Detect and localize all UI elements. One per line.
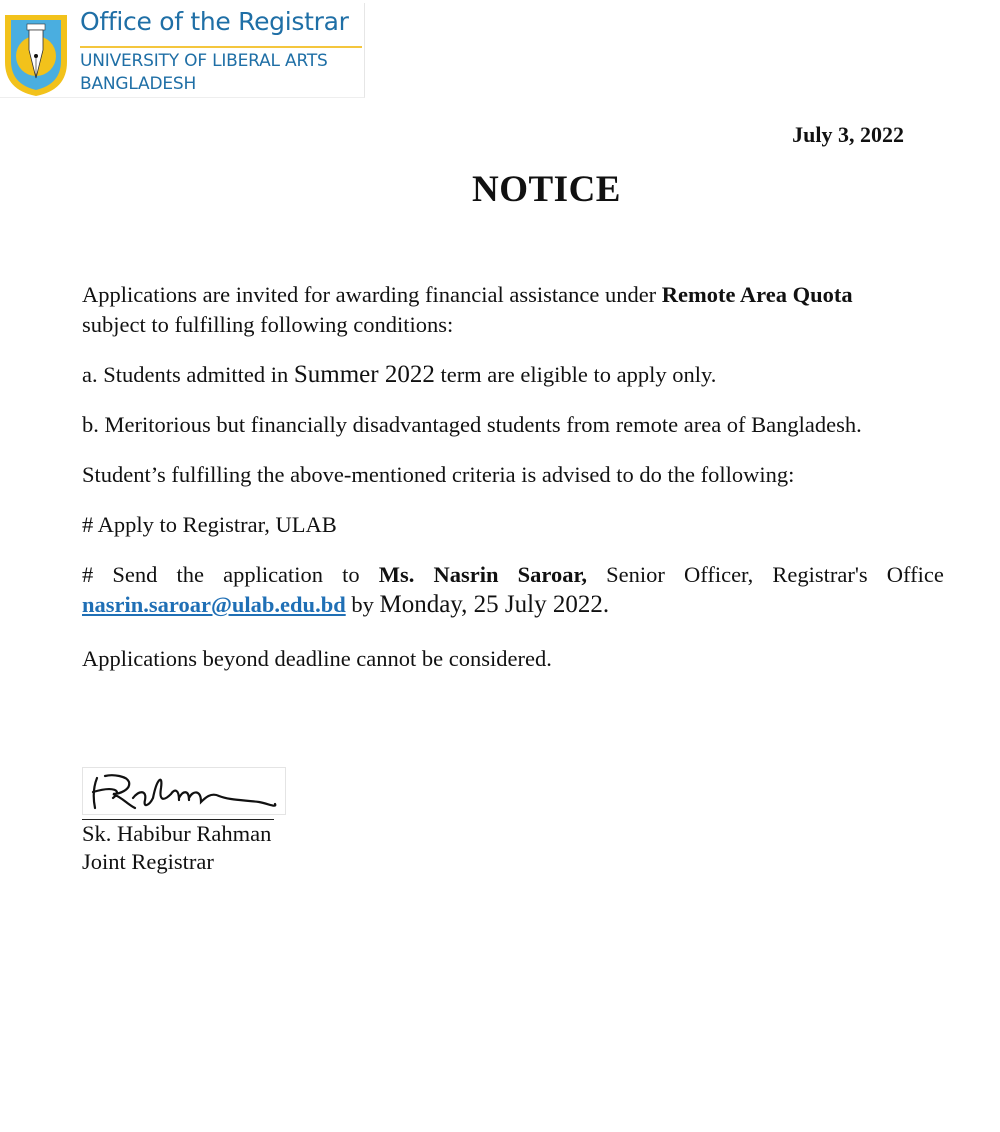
signature-icon	[83, 768, 285, 814]
word: Send	[112, 562, 158, 587]
letterhead	[0, 3, 365, 98]
send-line-1	[82, 560, 944, 590]
intro-text: Applications are invited for awarding financial assistance under	[82, 282, 662, 307]
notice-body	[82, 280, 944, 674]
recipient-role: Registrar's	[772, 562, 868, 587]
condition-b: b. Meritorious but financially disadvantaged students from remote area of Bangladesh.	[82, 412, 862, 437]
recipient-role: Office	[886, 562, 944, 587]
recipient-role: Senior	[606, 562, 665, 587]
intro-paragraph	[82, 280, 944, 340]
signature-image	[82, 767, 286, 815]
recipient-role: Officer,	[684, 562, 754, 587]
send-line-2	[82, 590, 944, 620]
word: application	[223, 562, 324, 587]
word: the	[176, 562, 204, 587]
closing-paragraph: Applications beyond deadline cannot be considered.	[82, 646, 552, 671]
intro-text-continued: subject to fulfilling following conditions:	[82, 312, 454, 337]
by-text: by	[345, 592, 380, 617]
condition-a-suffix: term are eligible to apply only.	[434, 362, 717, 387]
recipient-name: Ms.	[378, 562, 415, 587]
letterhead-university: UNIVERSITY OF LIBERAL ARTS	[80, 51, 328, 71]
signature-block	[82, 767, 286, 876]
notice-date: July 3, 2022	[792, 122, 904, 147]
letterhead-title: Office of the Registrar	[80, 7, 349, 36]
condition-a	[82, 360, 944, 390]
signatory-designation: Joint Registrar	[82, 849, 214, 874]
quota-name: Remote Area Quota	[661, 282, 853, 307]
recipient-name: Saroar,	[517, 562, 588, 587]
page-title: NOTICE	[472, 169, 621, 210]
step-apply: # Apply to Registrar, ULAB	[82, 512, 337, 537]
fountain-pen-crest-icon	[2, 12, 70, 98]
letterhead-rule	[80, 46, 362, 48]
word: to	[342, 562, 360, 587]
term-name: Summer 2022	[293, 361, 435, 388]
deadline-date: Monday, 25 July 2022.	[379, 591, 610, 618]
advice-paragraph: Student’s fulfilling the above-mentioned criteria is advised to do the following:	[82, 462, 795, 487]
recipient-name: Nasrin	[433, 562, 499, 587]
letterhead-country: BANGLADESH	[80, 74, 197, 94]
word: #	[82, 562, 94, 587]
condition-a-prefix: a. Students admitted in	[82, 362, 294, 387]
step-send	[82, 560, 944, 620]
signatory-name: Sk. Habibur Rahman	[82, 821, 272, 846]
email-link[interactable]: nasrin.saroar@ulab.edu.bd	[82, 592, 346, 617]
